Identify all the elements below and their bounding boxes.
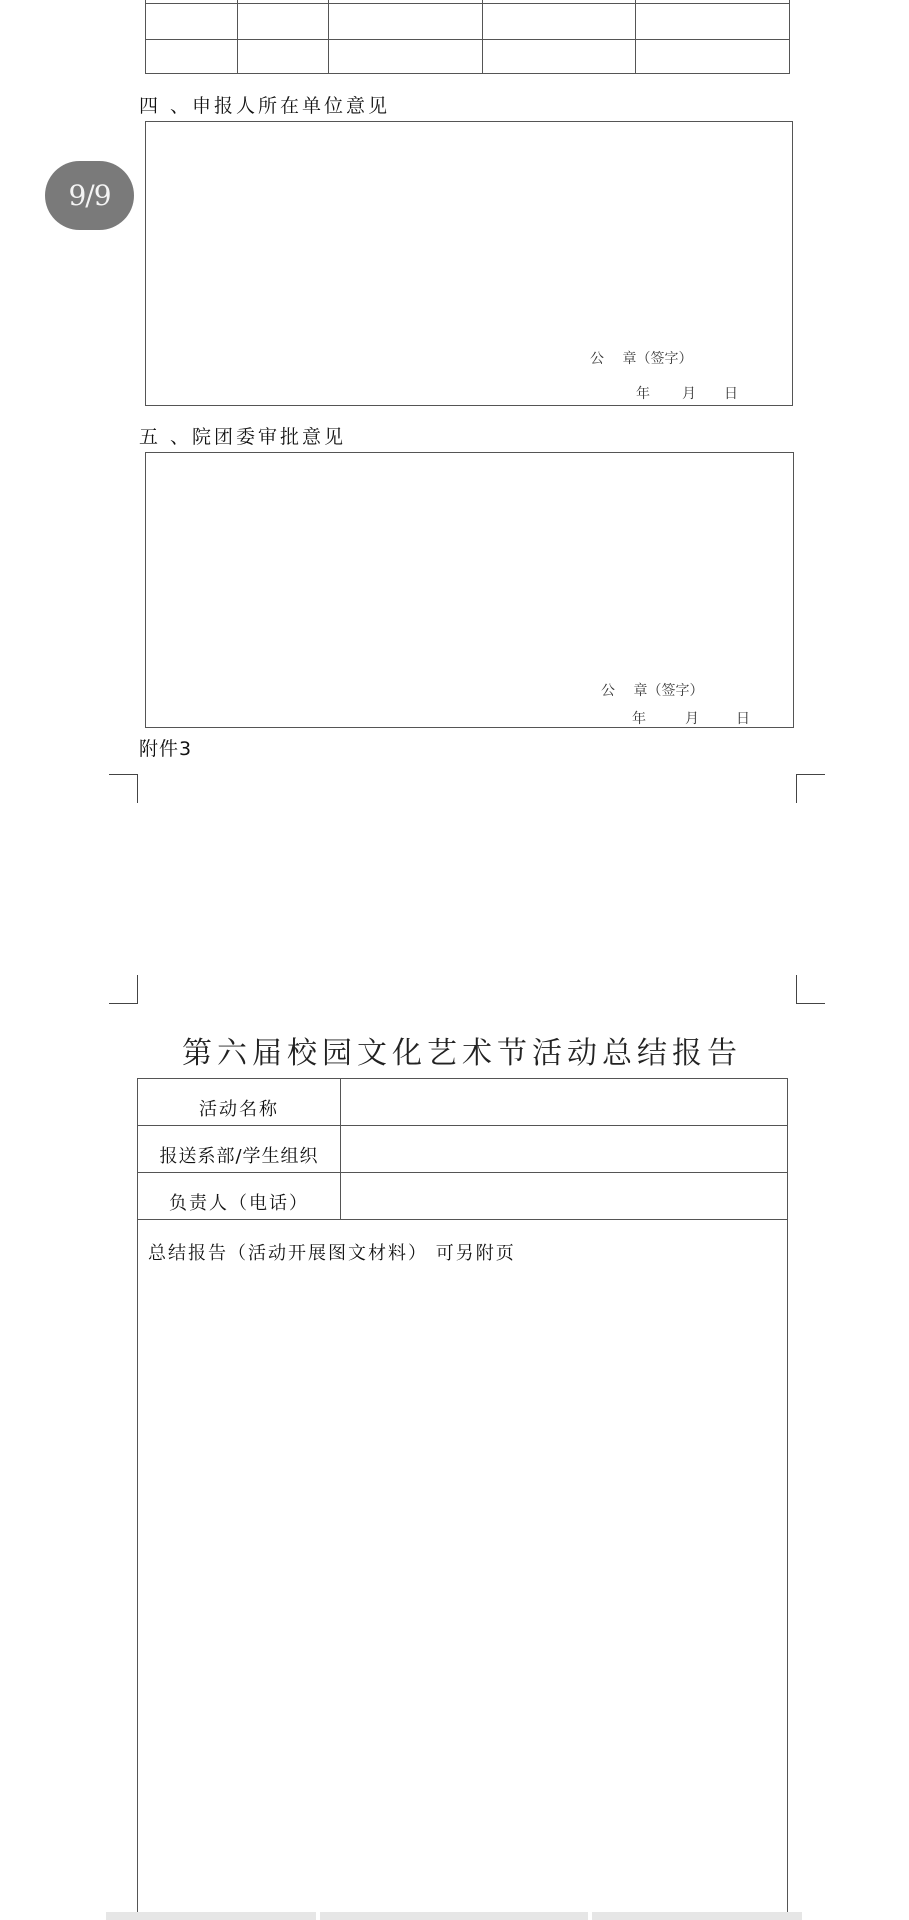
- crop-mark-top-right: [796, 774, 825, 803]
- activity-name-value: [340, 1079, 786, 1124]
- summary-label: 总结报告（活动开展图文材料） 可另附页: [148, 1243, 516, 1264]
- section5-date-year: 年: [632, 711, 646, 727]
- section4-date-year: 年: [636, 386, 650, 402]
- bottom-bar-segment-3: [592, 1912, 802, 1920]
- attachment-label: 附件3: [139, 738, 193, 760]
- section5-date-day: 日: [736, 711, 750, 727]
- crop-mark-bottom-left: [109, 975, 138, 1004]
- row-contact-label: 负责人（电话）: [169, 1193, 309, 1214]
- department-value: [340, 1126, 786, 1171]
- bottom-bar-segment-1: [106, 1912, 316, 1920]
- section4-seal-label: 公 章（签字）: [590, 351, 693, 367]
- contact-value: [340, 1173, 786, 1218]
- section4-date-month: 月: [682, 386, 696, 402]
- crop-mark-top-left: [109, 774, 138, 803]
- section4-opinion-box: [145, 121, 793, 406]
- section5-seal-label: 公 章（签字）: [601, 683, 704, 699]
- row-department-label: 报送系部/学生组织: [159, 1146, 319, 1167]
- summary-content-area: [138, 1275, 786, 1915]
- crop-mark-bottom-right: [796, 975, 825, 1004]
- row-activity-name-label: 活动名称: [199, 1099, 279, 1120]
- section4-heading: 四 、申报人所在单位意见: [139, 95, 391, 117]
- report-title: 第六届校园文化艺术节活动总结报告: [182, 1036, 742, 1071]
- page-indicator: 9/9: [45, 161, 134, 230]
- section5-heading: 五 、院团委审批意见: [139, 426, 347, 448]
- bottom-bar-segment-2: [320, 1912, 588, 1920]
- section5-date-month: 月: [685, 711, 699, 727]
- section4-date-day: 日: [724, 386, 738, 402]
